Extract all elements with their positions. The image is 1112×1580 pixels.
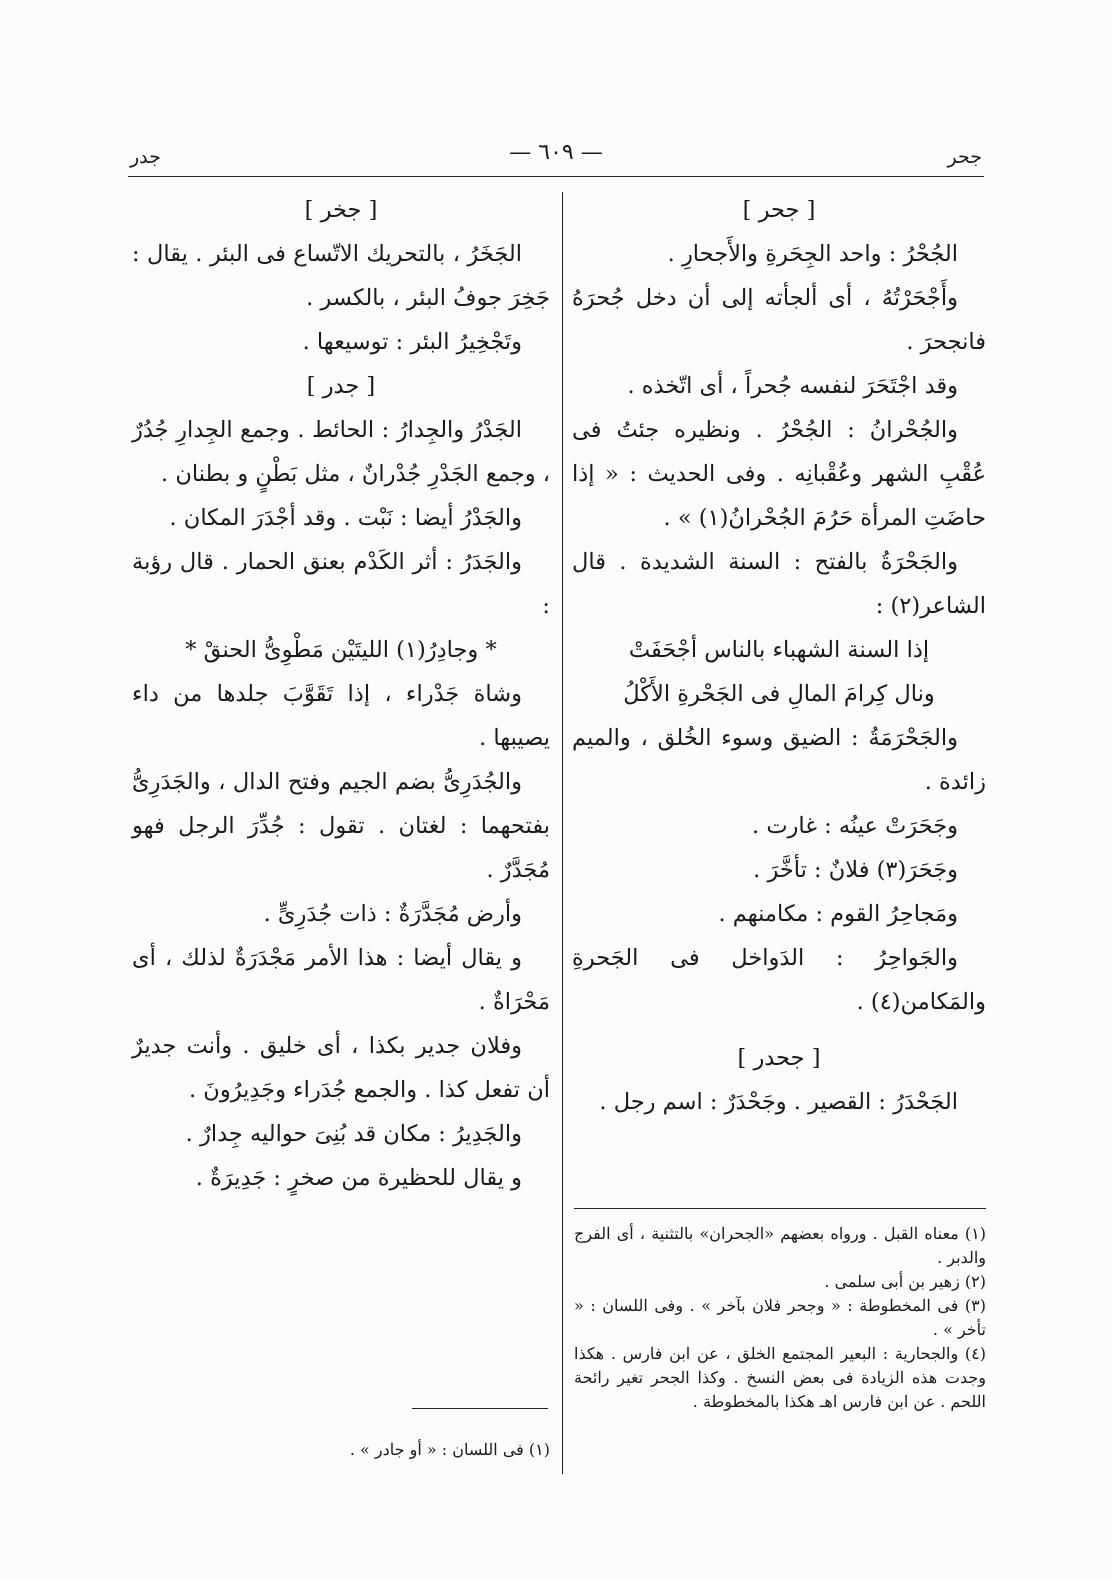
guide-word-right: جحر [947, 146, 982, 168]
entry-line: وقد اجْتَحَرَ لنفسه جُحراً ، أى اتّخذه . [627, 373, 958, 399]
footnote: (٣) فى المخطوطة : « وجحر فلان بآخر » . وفى اللسان : « تأخر » . [574, 1296, 986, 1339]
entry-line: الجَخَرُ ، بالتحريك الاتّساع فى البئر . يقال : جَخِرَ جوفُ البئر ، بالكسر . [132, 241, 550, 311]
footnote: (٢) زهير بن أبى سلمى . [824, 1272, 986, 1291]
right-column [572, 188, 986, 1124]
footnotes-left [132, 1438, 550, 1462]
verse-line: إذا السنة الشهباء بالناس أجْحَفَتْ [628, 637, 930, 663]
entry-line: وأرض مُجَدَّرَةٌ : ذات جُدَرِىٍّ . [263, 901, 522, 927]
entry-line: والجَدَرُ : أثر الكَدْم بعنق الحمار . قال رؤبة : [132, 549, 550, 619]
entry-line: وجَحَرَتْ عينُه : غارت . [752, 813, 958, 839]
page-number: — ٦٠٩ — [509, 140, 603, 165]
entry-line: وشاة جَدْراء ، إذا تَقَوَّبَ جلدها من داء يصيبها . [132, 681, 550, 751]
entry-line: و يقال للحظيرة من صخرٍ : جَدِيرَةٌ . [195, 1165, 522, 1191]
footnote: (١) معناه القبل . ورواه بعضهم «الجحران» بالتثنية ، أى الفرج والدبر . [574, 1224, 986, 1267]
entry-line: والجَحْرَمَةُ : الضيق وسوء الخُلق ، والميم زائدة . [572, 725, 986, 795]
entry-line: والجَدِيرُ : مكان قد بُنِىَ حواليه جِدارٌ . [185, 1121, 522, 1147]
entry-heading-jahdar: [ جحدر ] [737, 1045, 821, 1071]
entry-line: ومَجاحِرُ القوم : مكامنهم . [718, 901, 958, 927]
entry-line: والجَحْرَةُ بالفتح : السنة الشديدة . قال الشاعر(٢) : [572, 549, 986, 619]
entry-line: والجَدْرُ أيضا : نَبْت . وقد أجْدَرَ المكان . [169, 505, 522, 531]
entry-line: الجَحْدَرُ : القصير . وجَحْدَرٌ : اسم رجل . [599, 1089, 958, 1115]
footnotes-right [574, 1222, 986, 1414]
entry-line: والجُحْرانُ : الجُحْرُ . ونظيره جئتُ فى عُقْبِ الشهر وعُقْبانِه . وفى الحديث : « إذا حاضَتِ المرأة حَرُمَ الجُحْرانُ(١) » . [572, 417, 986, 531]
column-divider [562, 192, 563, 1474]
verse-line: * وجادِرُ(١) الليتَيْن مَطْوِىُّ الحنقْ * [185, 637, 497, 663]
entry-line: الجُحْرُ : واحد الجِحَرةِ والأَجحارِ . [667, 241, 958, 267]
guide-word-left: جدر [130, 146, 161, 168]
entry-heading-jahr: [ جحر ] [742, 197, 816, 223]
footnote-rule-right [574, 1208, 986, 1209]
running-header [128, 136, 984, 176]
left-column [132, 188, 550, 1200]
verse-line: ونال كِرامَ المالِ فى الجَحْرةِ الأَكْلُ [623, 681, 935, 707]
entry-line: وفلان جدير بكذا ، أى خليق . وأنت جديرٌ أن تفعل كذا . والجمع جُدَراء وجَدِيرُونَ . [132, 1033, 550, 1103]
entry-line: وأَجْحَرْتُهُ ، أى ألجأته إلى أن دخل جُحرَهُ فانجحرَ . [572, 285, 986, 355]
footnote: (١) فى اللسان : « أو جادر » . [349, 1440, 550, 1459]
entry-heading-jakhr: [ جخر ] [304, 197, 378, 223]
entry-line: و يقال أيضا : هذا الأمر مَجْدَرَةٌ لذلك ، أى مَحْرَاةٌ . [132, 945, 550, 1015]
entry-line: وجَحَرَ(٣) فلانٌ : تأخَّرَ . [753, 857, 958, 883]
entry-line: الجَدْرُ والجِدارُ : الحائط . وجمع الجِدارِ جُدُرٌ ، وجمع الجَدْرِ جُدْرانٌ ، مثل بَطْنٍ و بطنان . [132, 417, 550, 487]
footnote: (٤) والجحارية : البعير المجتمع الخلق ، عن ابن فارس . هكذا وجدت هذه الزيادة فى بعض النسخ . وكذا الجحر تغير رائحة اللحم . عن ابن فارس اهـ هكذا بالمخطوطة . [574, 1344, 986, 1411]
header-rule [128, 176, 984, 177]
entry-line: والجَواحِرُ : الدَواخل فى الجَحرةِ والمَكامن(٤) . [572, 945, 986, 1015]
entry-line: وتَجْخِيرُ البئر : توسيعها . [302, 329, 522, 355]
footnote-rule-left [412, 1408, 548, 1409]
entry-heading-jadr: [ جدر ] [306, 373, 376, 399]
entry-line: والجُدَرِىُّ بضم الجيم وفتح الدال ، والجَدَرِىُّ بفتحهما : لغتان . تقول : جُدِّرَ الرجل فهو مُجَدَّرٌ . [132, 769, 550, 883]
